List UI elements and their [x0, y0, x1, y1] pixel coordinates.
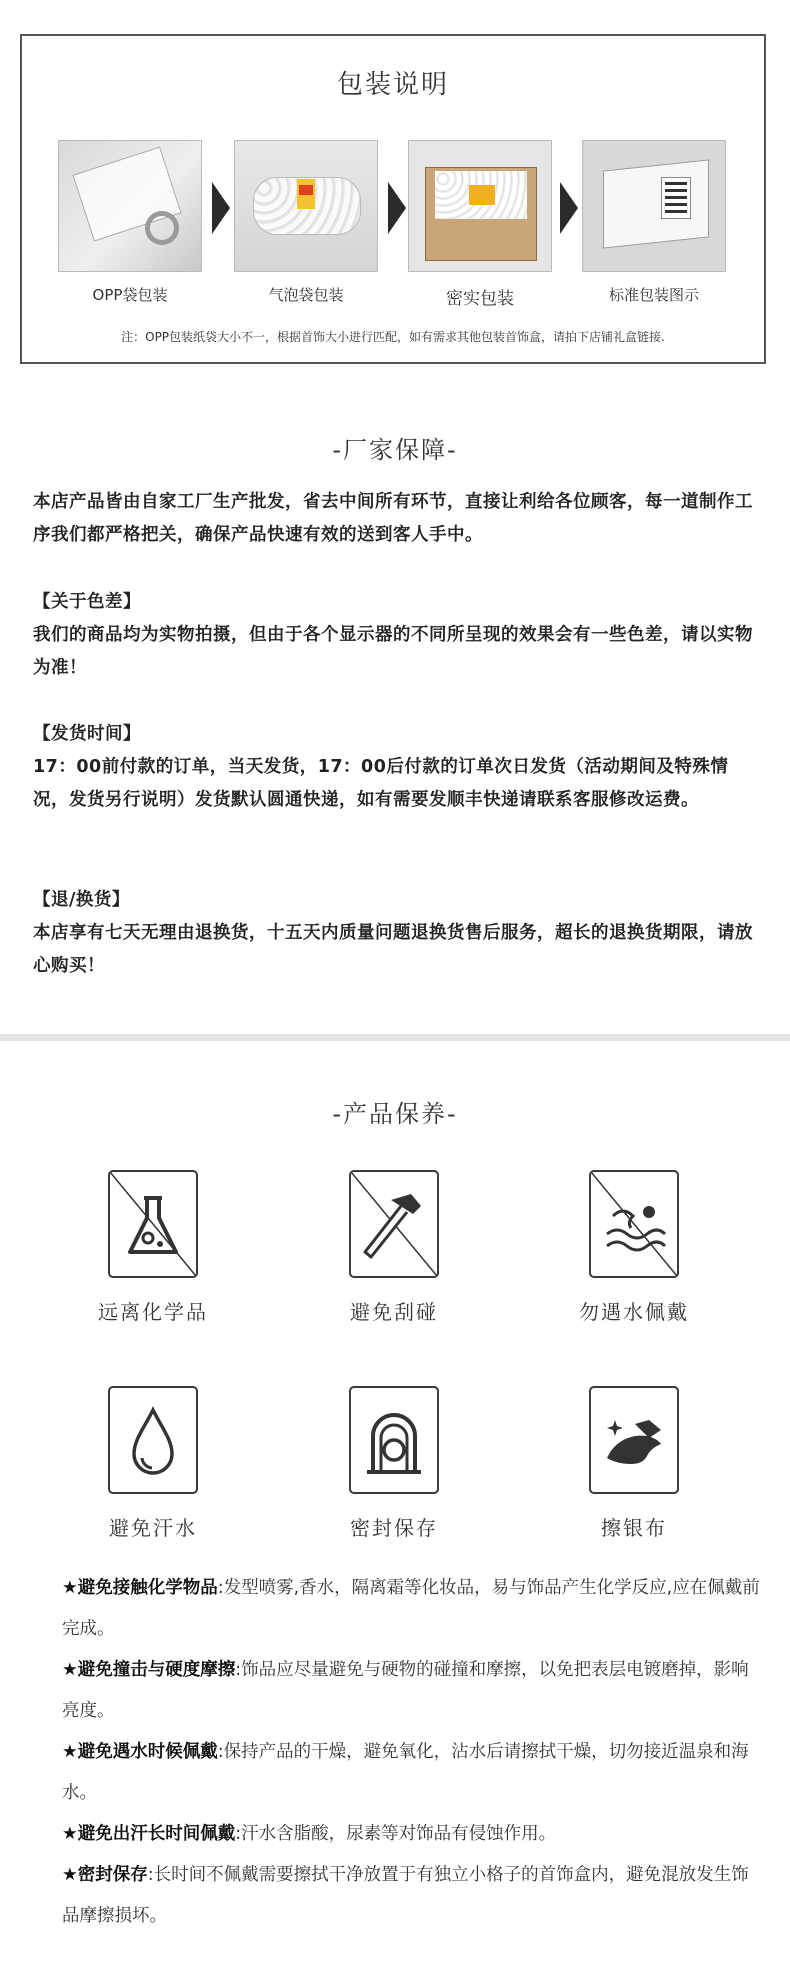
standard-box-photo: [582, 140, 726, 272]
care-label: 擦银布: [601, 1516, 667, 1540]
care-tip: ★密封保存:长时间不佩戴需要擦拭干净放置于有独立小格子的首饰盒内，避免混放发生饰品摩擦损坏。: [62, 1865, 749, 1926]
return-heading: 【退/换货】: [33, 890, 130, 910]
pack-label: OPP袋包装: [92, 286, 168, 304]
pack-item-opp: [58, 140, 202, 305]
flask-icon: [108, 1170, 198, 1278]
care-label: 远离化学品: [98, 1300, 208, 1324]
polish-cloth-icon: [589, 1386, 679, 1494]
care-tip: ★避免遇水时候佩戴:保持产品的干燥，避免氧化，沾水后请擦拭干燥，切勿接近温泉和海水。: [62, 1742, 749, 1803]
pack-item-standard: [582, 140, 726, 305]
color-diff-text: 我们的商品均为实物拍摄，但由于各个显示器的不同所呈现的效果会有一些色差，请以实物为准！: [33, 625, 753, 678]
bubble-bag-photo: [234, 140, 378, 272]
pack-item-sealed: [408, 140, 552, 309]
care-item-scratch: [274, 1170, 514, 1325]
factory-title: -厂家保障-: [332, 436, 458, 464]
care-label: 勿遇水佩戴: [579, 1300, 689, 1324]
sealed-pack-photo: [408, 140, 552, 272]
care-label: 密封保存: [350, 1516, 438, 1540]
opp-bag-photo: [58, 140, 202, 272]
care-title: -产品保养-: [332, 1100, 458, 1128]
care-label: 避免刮碰: [350, 1300, 438, 1324]
care-tip: ★避免出汗长时间佩戴:汗水含脂酸，尿素等对饰品有侵蚀作用。: [62, 1824, 557, 1844]
care-tip: ★避免接触化学物品:发型喷雾,香水，隔离霜等化妆品，易与饰品产生化学反应,应在佩戴前完成。: [62, 1578, 760, 1639]
care-tip: ★避免撞击与硬度摩擦:饰品应尽量避免与硬物的碰撞和摩擦，以免把表层电镀磨掉，影响亮度。: [62, 1660, 749, 1721]
shipping-heading: 【发货时间】: [33, 724, 141, 744]
arrow-right-icon: [560, 182, 578, 234]
packaging-section: [20, 34, 766, 364]
factory-intro: 本店产品皆由自家工厂生产批发，省去中间所有环节，直接让利给各位顾客，每一道制作工序我们都严格把关，确保产品快速有效的送到客人手中。: [33, 492, 753, 545]
care-item-sealed: [274, 1386, 514, 1541]
care-item-sweat: [33, 1386, 273, 1541]
pack-label: 密实包装: [446, 289, 514, 309]
arrow-right-icon: [388, 182, 406, 234]
return-text: 本店享有七天无理由退换货，十五天内质量问题退换货售后服务，超长的退换货期限，请放心购买！: [33, 923, 753, 976]
care-tips: [62, 1568, 762, 1937]
care-item-cloth: [514, 1386, 754, 1541]
pack-item-bubble: [234, 140, 378, 305]
packaging-note: 注：OPP包装纸袋大小不一，根据首饰大小进行匹配，如有需求其他包装首饰盒，请拍下店铺礼盒链接.: [121, 330, 665, 344]
pack-label: 标准包装图示: [608, 286, 699, 304]
shipping-text: 17：00前付款的订单，当天发货，17：00后付款的订单次日发货（活动期间及特殊情况，发货另行说明）发货默认圆通快递，如有需要发顺丰快递请联系客服修改运费。: [33, 757, 729, 810]
swim-icon: [589, 1170, 679, 1278]
pack-label: 气泡袋包装: [268, 286, 344, 304]
care-item-water: [514, 1170, 754, 1325]
care-label: 避免汗水: [109, 1516, 197, 1540]
sealed-box-icon: [349, 1386, 439, 1494]
color-diff-heading: 【关于色差】: [33, 592, 141, 612]
arrow-right-icon: [212, 182, 230, 234]
section-divider: [0, 1034, 790, 1041]
care-item-chemicals: [33, 1170, 273, 1325]
droplet-icon: [108, 1386, 198, 1494]
hammer-icon: [349, 1170, 439, 1278]
packaging-title: 包装说明: [336, 70, 449, 100]
